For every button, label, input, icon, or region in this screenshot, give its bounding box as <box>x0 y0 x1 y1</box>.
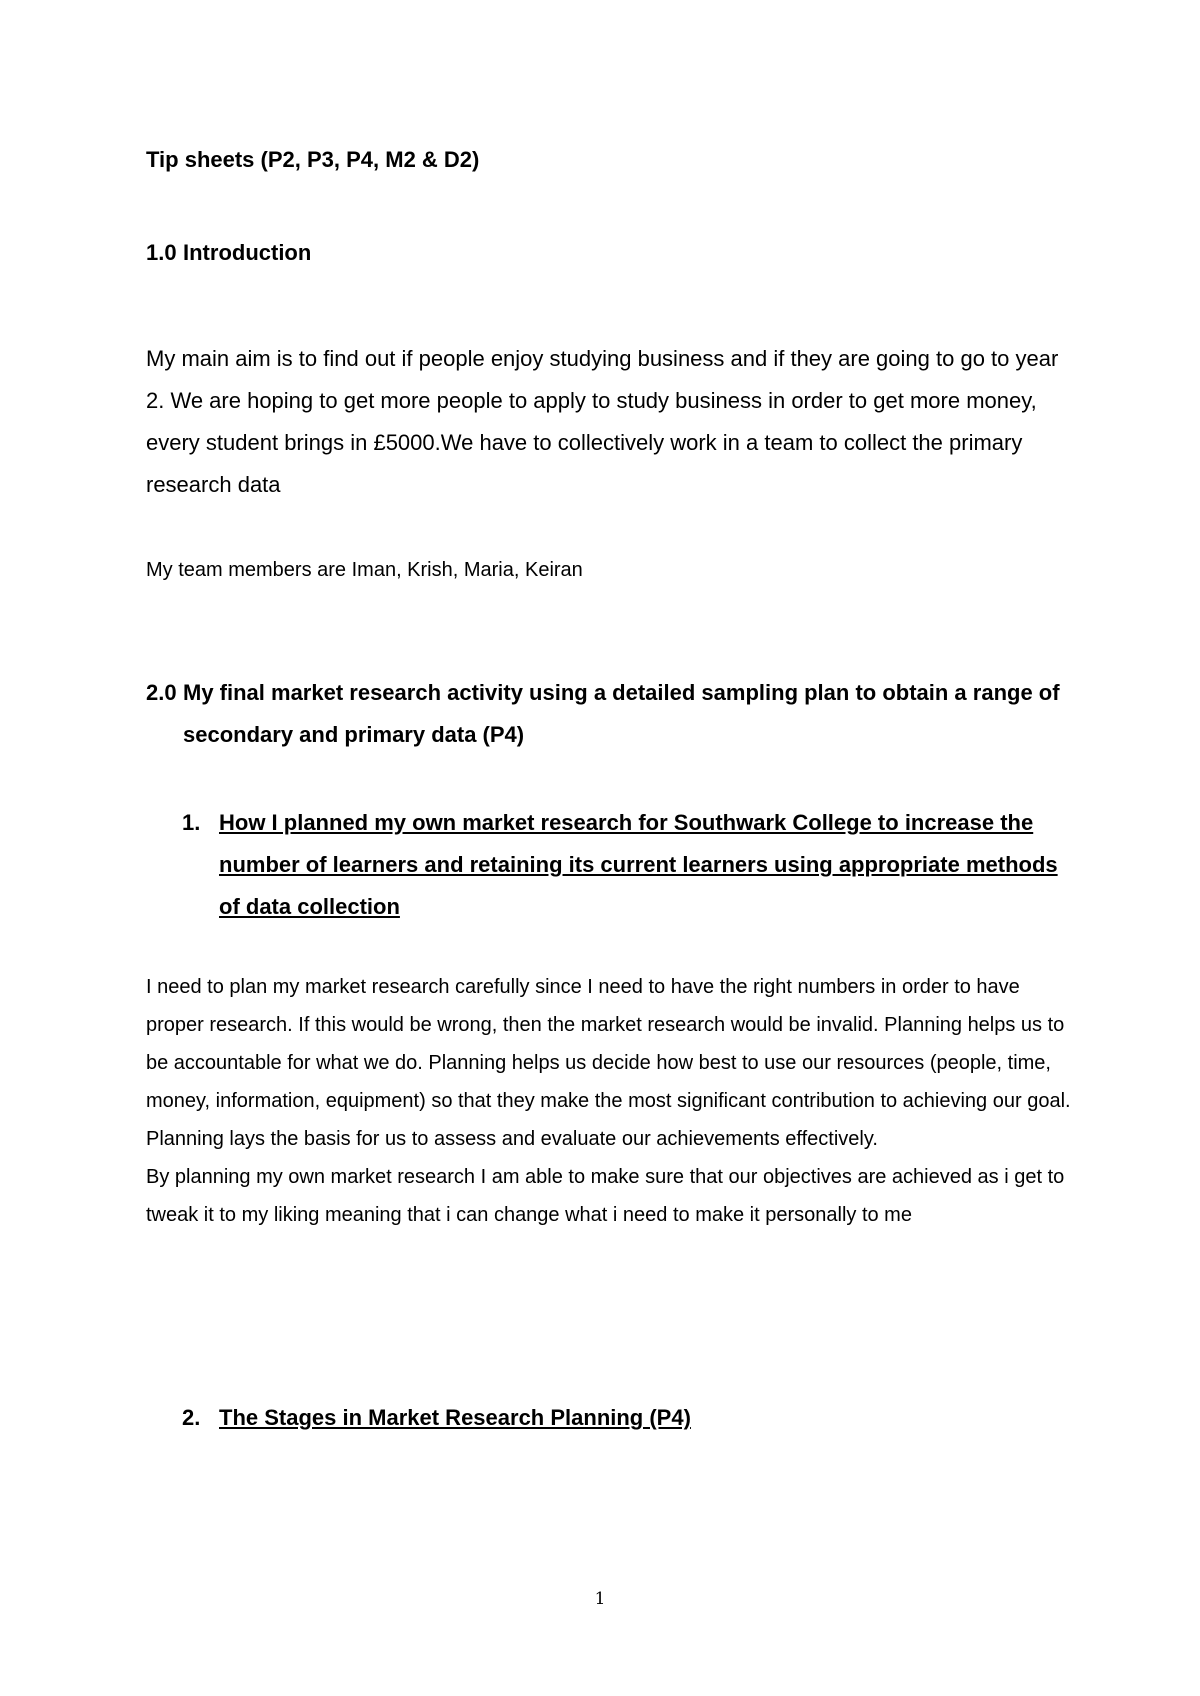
document-title: Tip sheets (P2, P3, P4, M2 & D2) <box>146 147 480 172</box>
subsection-heading-stages <box>182 1397 1082 1439</box>
section-heading-text: Introduction <box>183 240 312 265</box>
section-heading-market-research-activity <box>146 672 1076 756</box>
body-paragraph: I need to plan my market research carefully since I need to have the right numbers in order to have proper research. If this would be wrong, then the market research would be invalid. Planning helps us to be accountable for what we do. Planning helps us decide how best to use our resources (people, time, money, information, equipment) so that they make the most significant contribution to achieving our goal. Planning lays the basis for us to assess and evaluate our achievements effectively. <box>146 976 1071 1150</box>
subsection-heading-planning <box>182 802 1082 928</box>
section-heading-introduction <box>146 232 1046 274</box>
subsection-heading-text: How I planned my own market research for Southwark College to increase the number of learners and retaining its current learners using appropriate methods of data collection <box>219 810 1058 919</box>
subsection-number: 1. <box>182 810 201 835</box>
subsection-heading-text: The Stages in Market Research Planning (P4) <box>219 1405 691 1430</box>
team-members-line: My team members are Iman, Krish, Maria, Keiran <box>146 559 583 581</box>
page-number: 1 <box>594 1589 606 1609</box>
section-heading-text: My final market research activity using a detailed sampling plan to obtain a range of secondary and primary data (P4) <box>183 680 1060 747</box>
subsection-number: 2. <box>182 1405 201 1430</box>
section-number: 2.0 <box>146 680 177 705</box>
planning-body <box>146 968 1076 1234</box>
introduction-paragraph: My main aim is to find out if people enjoy studying business and if they are going to go to year 2. We are hoping to get more people to apply to study business in order to get more money, every student brings in £5000.We have to collectively work in a team to collect the primary research data <box>146 346 1059 497</box>
body-paragraph: By planning my own market research I am able to make sure that our objectives are achieved as i get to tweak it to my liking meaning that i can change what i need to make it personally to me <box>146 1166 1065 1226</box>
section-number: 1.0 <box>146 240 177 265</box>
